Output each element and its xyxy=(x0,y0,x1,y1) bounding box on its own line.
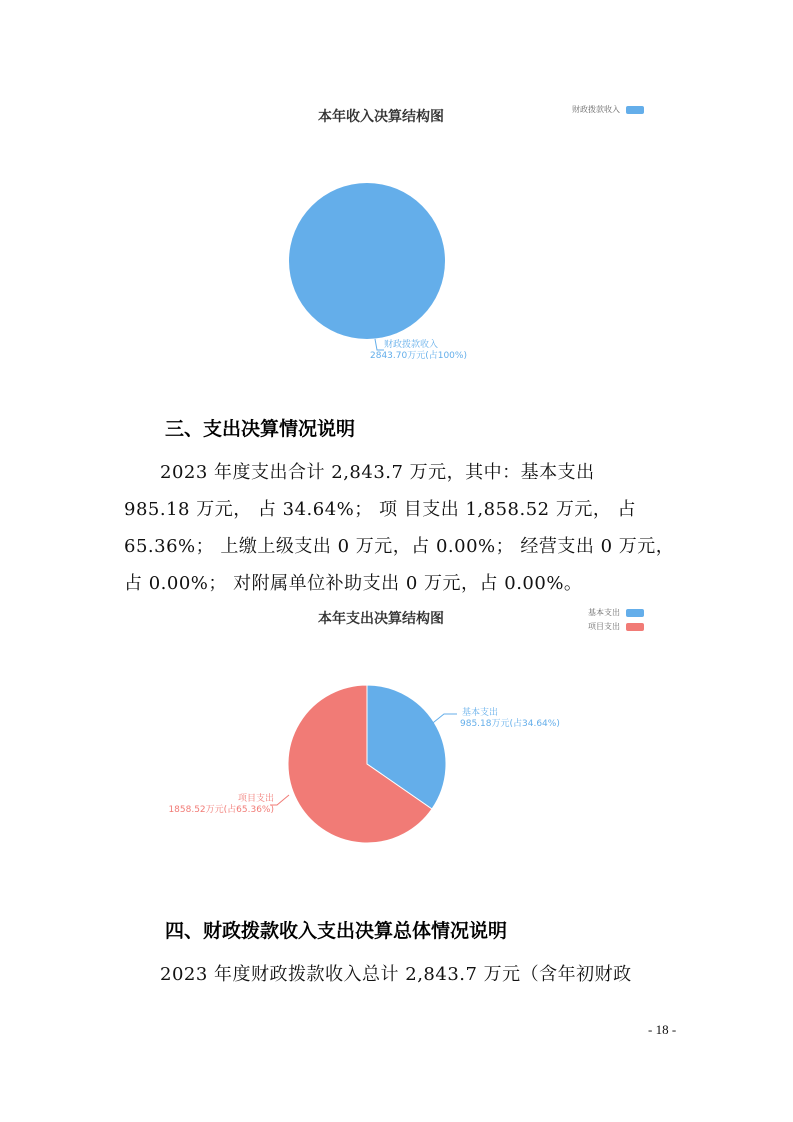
expense-pie-chart xyxy=(160,670,600,860)
section-3-line-4: 占 0.00%； 对附属单位补助支出 0 万元，占 0.00%。 xyxy=(124,573,583,594)
section-3-line-3: 65.36%； 上缴上级支出 0 万元，占 0.00%； 经营支出 0 万元， xyxy=(124,536,675,557)
slice-label-project-name: 项目支出 xyxy=(237,794,274,804)
expense-slice-label-project xyxy=(164,794,274,816)
legend-swatch-basic xyxy=(626,609,644,617)
slice-label-basic-name: 基本支出 xyxy=(462,708,499,718)
section-4-line-1: 2023 年度财政拨款收入总计 2,843.7 万元（含年初财政 xyxy=(160,964,632,985)
income-slice-label-name: 财政拨款收入 xyxy=(384,340,439,350)
income-chart-legend xyxy=(572,104,644,115)
pie-slice-fiscal-income xyxy=(289,183,445,339)
expense-chart-title: 本年支出决算结构图 xyxy=(318,611,444,627)
section-3-line-2: 985.18 万元， 占 34.64%； 项 目支出 1,858.52 万元， 占 xyxy=(124,499,637,520)
legend-swatch-fiscal-income xyxy=(626,106,644,114)
expense-legend-item-project xyxy=(588,621,644,632)
legend-label-project: 项目支出 xyxy=(588,622,620,631)
section-4-heading: 四、财政拨款收入支出决算总体情况说明 xyxy=(165,920,508,942)
section-3-heading: 三、支出决算情况说明 xyxy=(165,418,356,440)
section-3-line-1: 2023 年度支出合计 2,843.7 万元，其中：基本支出 xyxy=(160,462,595,483)
slice-label-basic-value: 985.18万元(占34.64%) xyxy=(460,719,560,729)
income-slice-label xyxy=(370,340,467,362)
label-leader-line xyxy=(375,339,384,350)
expense-legend-item-basic xyxy=(588,607,644,618)
income-chart-title: 本年收入决算结构图 xyxy=(318,109,444,125)
income-slice-label-value: 2843.70万元(占100%) xyxy=(370,351,467,361)
expense-slice-label-basic xyxy=(462,708,560,730)
legend-label-fiscal-income: 财政拨款收入 xyxy=(572,105,620,114)
legend-label-basic: 基本支出 xyxy=(588,608,620,617)
page-number: - 18 - xyxy=(648,1022,677,1037)
slice-label-project-value: 1858.52万元(占65.36%) xyxy=(168,805,274,815)
legend-swatch-project xyxy=(626,623,644,631)
